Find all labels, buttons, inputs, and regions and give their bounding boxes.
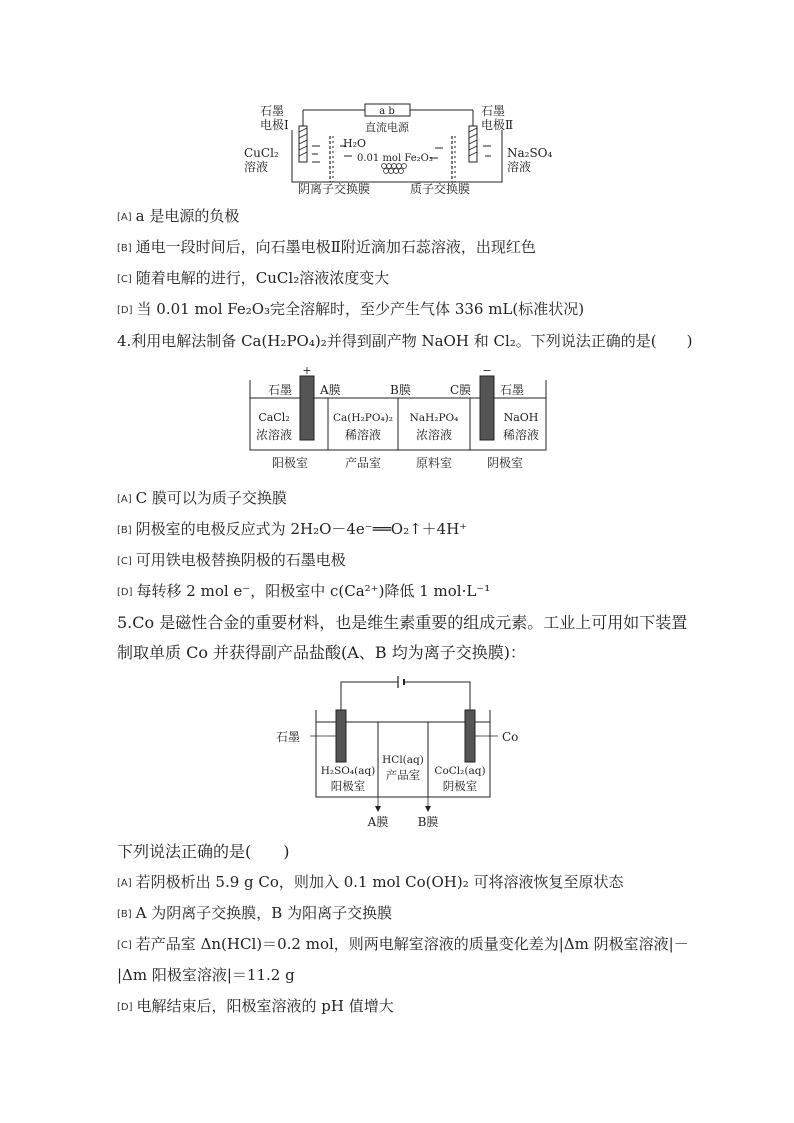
water-label: H₂O [343, 137, 367, 150]
q5-option-d: [D] 电解结束后，阳极室溶液的 pH 值增大 [117, 997, 394, 1015]
membrane-b-label: B膜 [417, 815, 439, 829]
q4-option-b: [B] 阴极室的电极反应式为 2H₂O－4e⁻══O₂↑＋4H⁺ [117, 520, 468, 538]
cucl2-label: CuCl₂ 溶液 [244, 146, 279, 174]
sol2-formula: Ca(H₂PO₄)₂ [333, 412, 393, 424]
cathode-graphite [480, 376, 494, 440]
q3-option-d: [D] 当 0.01 mol Fe₂O₃完全溶解时，至少产生气体 336 mL(标准状况) [117, 300, 585, 318]
left-graphite-label: 石墨 [268, 383, 293, 397]
cobalt-cathode [465, 710, 475, 762]
mid-sol-formula: HCl(aq) [382, 754, 424, 766]
sol4-formula: NaOH [503, 411, 539, 424]
sol3-formula: NaH₂PO₄ [409, 412, 459, 424]
graphite-anode [336, 710, 346, 762]
q3-option-c: [C] 随着电解的进行，CuCl₂溶液浓度变大 [117, 269, 390, 287]
right-electrode-label: 石墨 电极Ⅱ [481, 104, 514, 132]
q5-stem-line1: 5.Co 是磁性合金的重要材料，也是维生素重要的组成元素。工业上可用如下装置 [117, 613, 688, 632]
room-product: 产品室 [344, 456, 382, 470]
minus-sign: − [482, 366, 492, 377]
proton-membrane-label: 质子交换膜 [410, 182, 471, 196]
right-sol-room: 阴极室 [442, 779, 478, 793]
sol3-desc: 浓溶液 [415, 428, 453, 442]
left-electrode-label: 石墨 电极Ⅰ [260, 104, 289, 132]
right-sol-formula: CoCl₂(aq) [434, 765, 486, 777]
q5-option-b: [B] A 为阴离子交换膜，B 为阳离子交换膜 [117, 904, 393, 922]
q4-option-c: [C] 可用铁电极替换阴极的石墨电极 [117, 551, 346, 569]
q4-option-a: [A] C 膜可以为质子交换膜 [117, 489, 287, 507]
fe2o3-label: 0.01 mol Fe₂O₃ [357, 153, 433, 164]
figure-electrolysis-cell-3 [270, 672, 530, 832]
sol4-desc: 稀溶液 [502, 428, 540, 442]
q3-option-a: [A] a 是电源的负极 [117, 207, 240, 225]
q5-option-c: [C] 若产品室 Δn(HCl)＝0.2 mol，则两电解室溶液的质量变化差为|Δm 阴极室溶液|－ [117, 935, 689, 953]
membrane-c-label: C膜 [450, 383, 472, 397]
co-label: Co [502, 730, 519, 744]
room-cathode: 阴极室 [486, 456, 524, 470]
figure-electrolysis-cell-2 [248, 366, 548, 476]
anode-graphite [300, 376, 314, 440]
q4-stem: 4.利用电解法制备 Ca(H₂PO₄)₂并得到副产物 NaOH 和 Cl₂。下列说法正确的是( ) [117, 332, 693, 350]
q3-option-b: [B] 通电一段时间后，向石墨电极Ⅱ附近滴加石蕊溶液，出现红色 [117, 238, 536, 256]
membrane-a-label: A膜 [320, 383, 341, 397]
room-anode: 阳极室 [271, 456, 309, 470]
mid-sol-room: 产品室 [385, 768, 421, 782]
left-sol-room: 阳极室 [330, 779, 366, 793]
right-graphite-label: 石墨 [500, 383, 525, 397]
left-sol-formula: H₂SO₄(aq) [320, 765, 376, 777]
room-raw: 原料室 [415, 456, 453, 470]
plus-sign: + [302, 366, 312, 377]
na2so4-label: Na₂SO₄ 溶液 [507, 146, 553, 174]
power-terminals: a b [379, 106, 395, 117]
q5-prompt: 下列说法正确的是( ) [117, 842, 290, 861]
sol1-formula: CaCl₂ [258, 411, 290, 424]
graphite-label: 石墨 [276, 730, 301, 744]
q5-option-a: [A] 若阴极析出 5.9 g Co，则加入 0.1 mol Co(OH)₂ 可将溶液恢复至原状态 [117, 873, 624, 891]
q5-stem-line2: 制取单质 Co 并获得副产品盐酸(A、B 均为离子交换膜)： [117, 643, 526, 662]
q5-option-c-cont: |Δm 阳极室溶液|＝11.2 g [117, 966, 295, 984]
power-source-label: 直流电源 [365, 121, 409, 134]
sol2-desc: 稀溶液 [344, 428, 382, 442]
sol1-desc: 浓溶液 [255, 428, 293, 442]
membrane-b-label: B膜 [390, 383, 411, 397]
q4-option-d: [D] 每转移 2 mol e⁻，阳极室中 c(Ca²⁺)降低 1 mol·L⁻¹ [117, 582, 491, 600]
membrane-a-label: A膜 [367, 815, 389, 829]
anion-membrane-label: 阴离子交换膜 [298, 182, 371, 196]
